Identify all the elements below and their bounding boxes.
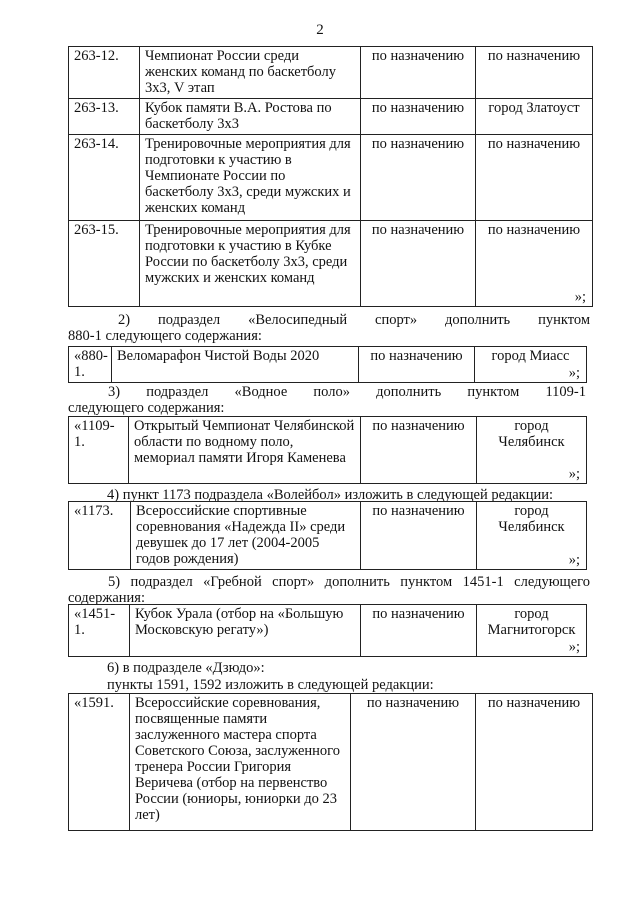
closing-quote: »;: [568, 639, 580, 655]
item-number: 263-12.: [69, 47, 140, 99]
event-name: Тренировочные мероприятия для подготовки к участию в Чемпионате России по баскетболу 3х3, среди мужских и женских команд: [140, 135, 361, 221]
closing-quote: »;: [568, 552, 580, 568]
event-name: Кубок Урала (отбор на «Большую Московскую регату»): [130, 605, 361, 657]
table-row: [69, 135, 593, 221]
event-place: [477, 502, 587, 570]
item-number: 263-14.: [69, 135, 140, 221]
item-number: «1591.: [69, 694, 130, 831]
table-row: [69, 694, 593, 831]
table-basketball-3x3: [68, 46, 593, 307]
event-time: по назначению: [361, 417, 477, 484]
table-row: [69, 605, 587, 657]
closing-quote: »;: [568, 365, 580, 381]
closing-quote: »;: [574, 289, 586, 305]
event-place: по назначению: [476, 47, 593, 99]
event-place-text: город Челябинск: [498, 503, 565, 535]
table-volleyball: [68, 501, 587, 570]
event-time: по назначению: [359, 347, 475, 383]
table-row: [69, 502, 587, 570]
event-name: Всероссийские спортивные соревнования «Надежда II» среди девушек до 17 лет (2004-2005 годов рождения): [131, 502, 361, 570]
event-name: Веломарафон Чистой Воды 2020: [112, 347, 359, 383]
event-place: [477, 605, 587, 657]
event-name: Тренировочные мероприятия для подготовки к участию в Кубке России по баскетболу 3х3, среди мужских и женских команд: [140, 221, 361, 307]
event-time: по назначению: [361, 99, 476, 135]
paragraph-6-line-1: 6) в подразделе «Дзюдо»:: [107, 660, 265, 676]
event-name: Открытый Чемпионат Челябинской области по водному поло, мемориал памяти Игоря Каменева: [129, 417, 361, 484]
paragraph-6-line-2: пункты 1591, 1592 изложить в следующей редакции:: [107, 677, 434, 693]
paragraph-3-line-1: 3) подраздел «Водное поло» дополнить пунктом 1109-1: [108, 384, 586, 400]
item-number: 263-15.: [69, 221, 140, 307]
paragraph-2-line-1: 2) подраздел «Велосипедный спорт» дополнить пунктом: [118, 312, 590, 328]
paragraph-3-line-2: следующего содержания:: [68, 400, 225, 416]
paragraph-5-line-1: 5) подраздел «Гребной спорт» дополнить пунктом 1451-1 следующего: [108, 574, 590, 590]
event-time: по назначению: [361, 221, 476, 307]
event-time: по назначению: [351, 694, 476, 831]
item-number: «880-1.: [69, 347, 112, 383]
table-cycling: [68, 346, 587, 383]
item-number: «1173.: [69, 502, 131, 570]
event-place-text: город Миасс: [491, 348, 570, 364]
paragraph-3: [68, 384, 586, 400]
event-place: [475, 347, 587, 383]
event-place-text: по назначению: [487, 222, 581, 238]
table-rowing: [68, 604, 587, 657]
event-place: [476, 221, 593, 307]
item-number: 263-13.: [69, 99, 140, 135]
item-number: «1451-1.: [69, 605, 130, 657]
event-name: Кубок памяти В.А. Ростова по баскетболу 3х3: [140, 99, 361, 135]
event-name: Всероссийские соревнования, посвященные памяти заслуженного мастера спорта Советского Союза, заслуженного тренера России Григория Веричева (отбор на первенство России (юниоры, юниорки до 23 лет): [130, 694, 351, 831]
event-place-text: город Челябинск: [498, 418, 565, 450]
table-row: [69, 347, 587, 383]
closing-quote: »;: [568, 466, 580, 482]
item-number: «1109-1.: [69, 417, 129, 484]
event-place: город Златоуст: [476, 99, 593, 135]
table-judo: [68, 693, 593, 831]
event-time: по назначению: [361, 605, 477, 657]
paragraph-2-line-2: 880-1 следующего содержания:: [68, 328, 262, 344]
table-row: [69, 417, 587, 484]
paragraph-4: 4) пункт 1173 подраздела «Волейбол» изложить в следующей редакции:: [107, 487, 554, 503]
event-place: по назначению: [476, 694, 593, 831]
event-time: по назначению: [361, 135, 476, 221]
event-time: по назначению: [361, 47, 476, 99]
paragraph-5-line-2: содержания:: [68, 590, 146, 606]
event-time: по назначению: [361, 502, 477, 570]
paragraph-2: [68, 312, 590, 328]
event-place: [477, 417, 587, 484]
table-row: [69, 221, 593, 307]
table-row: [69, 99, 593, 135]
page-number: 2: [316, 22, 324, 38]
event-name: Чемпионат России среди женских команд по баскетболу 3х3, V этап: [140, 47, 361, 99]
table-row: [69, 47, 593, 99]
event-place-text: город Магнитогорск: [487, 606, 576, 638]
event-place: по назначению: [476, 135, 593, 221]
table-water-polo: [68, 416, 587, 484]
paragraph-5: [68, 574, 590, 590]
